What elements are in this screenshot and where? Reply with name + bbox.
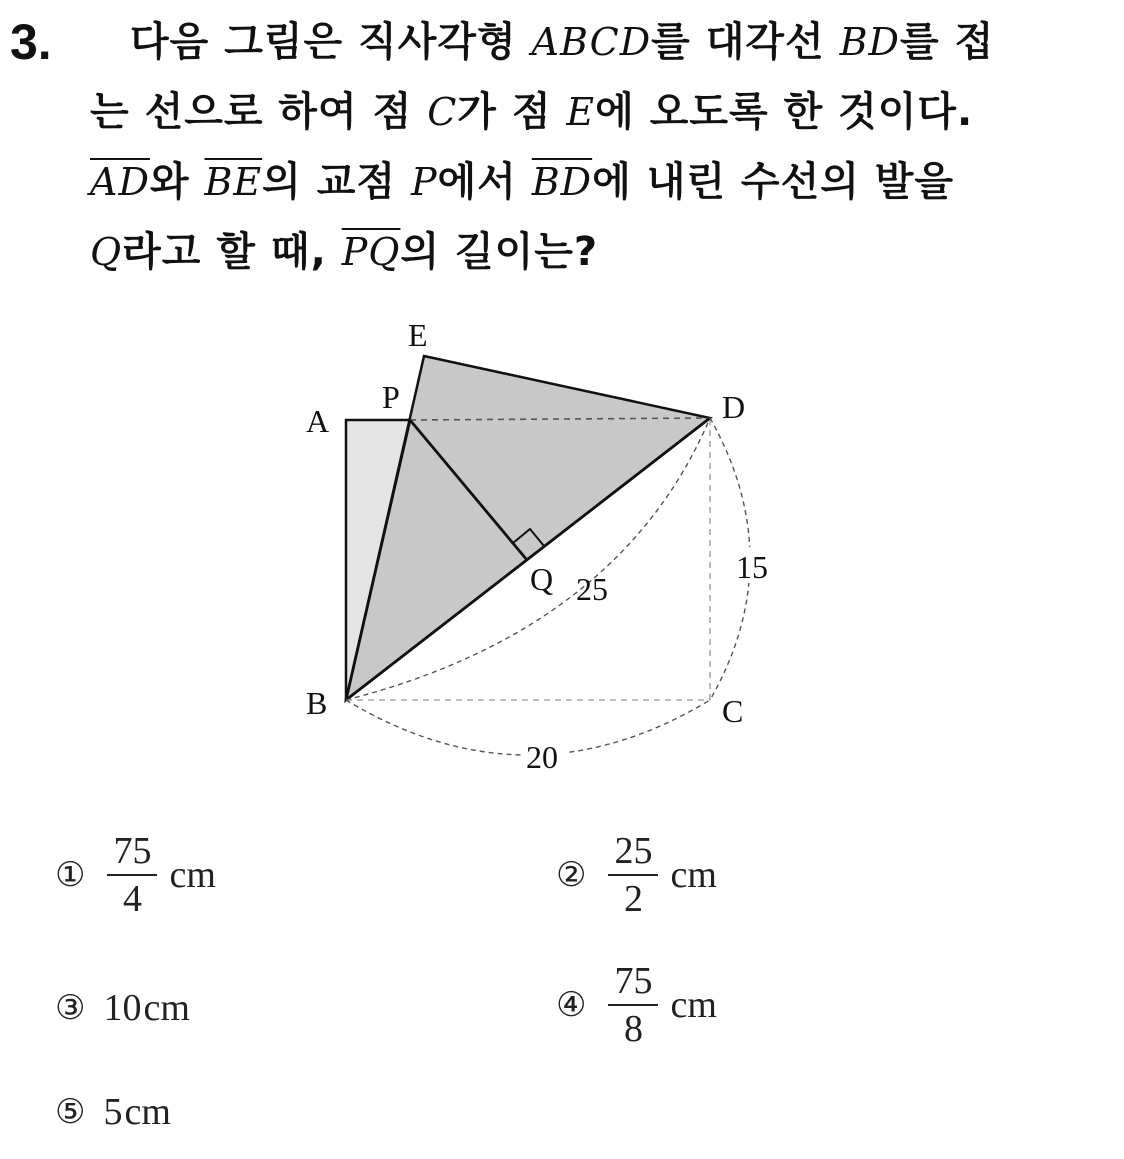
choice-number: ⑤ (55, 1092, 86, 1132)
math-symbol: BD (839, 20, 900, 64)
text-segment: 의 길이는? (400, 229, 599, 275)
length-label-20: 20 (526, 739, 558, 775)
text-segment: 는 선으로 하여 점 (90, 89, 428, 135)
text-segment: 라고 할 때, (122, 229, 342, 275)
label-p: P (382, 379, 400, 415)
unit: cm (124, 1091, 171, 1133)
fraction (608, 830, 658, 920)
choice-4[interactable] (556, 960, 717, 1050)
label-e: E (408, 317, 428, 353)
choice-5[interactable] (55, 1090, 171, 1134)
question-text-line-1 (130, 12, 994, 72)
value: 10 (103, 987, 142, 1029)
numerator: 75 (107, 830, 157, 876)
geometry-figure (290, 310, 810, 790)
denominator: 8 (623, 1008, 643, 1050)
math-symbol: $\overline{BE}$ (204, 160, 263, 204)
choice-number: ③ (55, 988, 86, 1028)
text-segment: 의 교점 (262, 159, 411, 205)
text-segment: 에서 (437, 159, 532, 205)
text-segment: 에 내린 수선의 발을 (592, 159, 955, 205)
label-c: C (722, 693, 744, 729)
math-symbol: ABCD (531, 20, 652, 64)
denominator: 4 (122, 878, 142, 920)
math-symbol: E (566, 90, 596, 134)
choice-3[interactable] (55, 986, 190, 1030)
fraction (107, 830, 157, 920)
choice-number: ② (556, 855, 587, 895)
question-text-line-4 (90, 222, 598, 282)
choice-number: ④ (556, 985, 587, 1025)
choice-2[interactable] (556, 830, 717, 920)
text-segment: 를 대각선 (651, 19, 840, 65)
question-text-line-3 (90, 152, 954, 212)
label-q: Q (530, 561, 554, 597)
numerator: 25 (608, 830, 658, 876)
value: 5 (103, 1091, 123, 1133)
label-d: D (722, 389, 746, 425)
unit: cm (143, 987, 190, 1029)
length-label-15: 15 (736, 549, 768, 585)
choice-number: ① (55, 855, 86, 895)
text-segment: 에 오도록 한 것이다. (595, 89, 974, 135)
question-number: 3. (10, 14, 52, 70)
text-segment: 를 접 (900, 19, 995, 65)
unit: cm (670, 984, 717, 1026)
label-a: A (306, 403, 330, 439)
unit: cm (670, 854, 717, 896)
math-symbol: C (427, 90, 458, 134)
question-text-line-2 (90, 82, 973, 142)
choice-1[interactable] (55, 830, 216, 920)
text-segment: 다음 그림은 직사각형 (130, 19, 532, 65)
text-segment: 가 점 (457, 89, 567, 135)
fraction (608, 960, 658, 1050)
unit: cm (169, 854, 216, 896)
math-symbol: Q (90, 230, 123, 274)
numerator: 75 (608, 960, 658, 1006)
length-label-25: 25 (576, 571, 608, 607)
folded-triangle-bed (346, 356, 710, 700)
math-symbol: P (410, 160, 438, 204)
denominator: 2 (623, 878, 643, 920)
label-b: B (306, 685, 328, 721)
math-symbol: $\overline{PQ}$ (341, 230, 401, 274)
math-symbol: $\overline{BD}$ (531, 160, 593, 204)
math-symbol: $\overline{AD}$ (90, 160, 150, 204)
text-segment: 와 (149, 159, 205, 205)
